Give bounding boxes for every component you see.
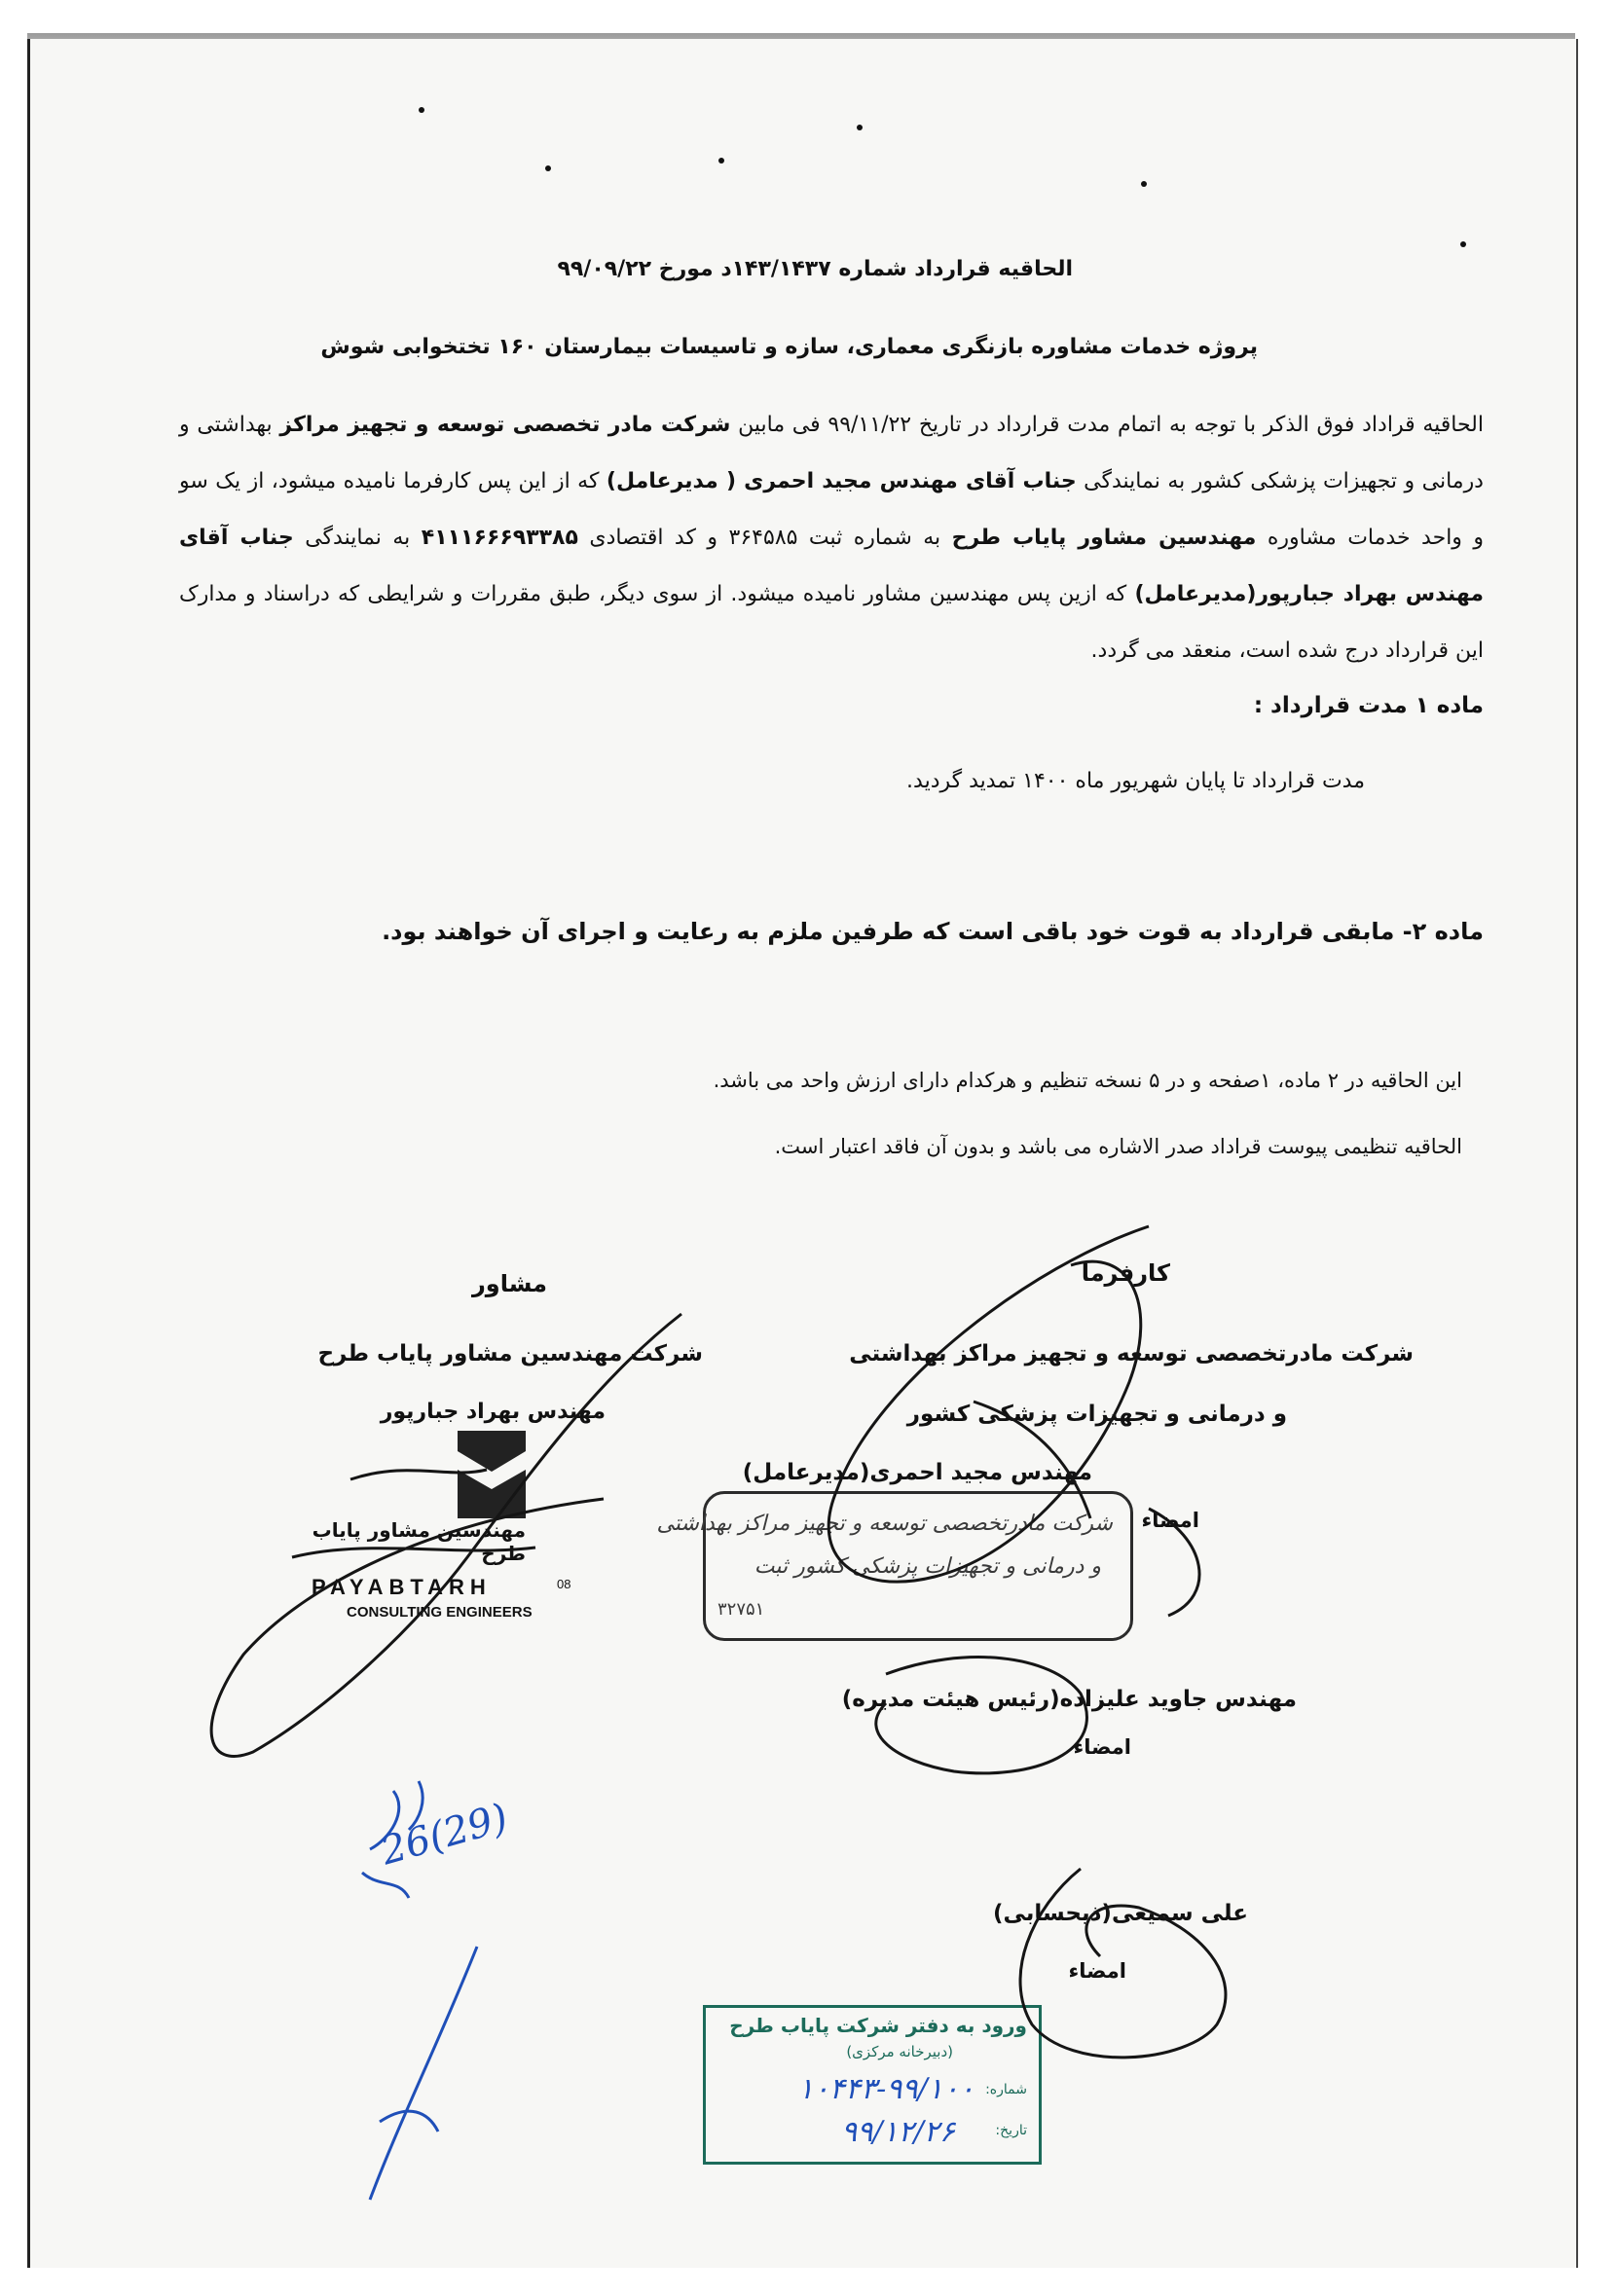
seal-text-line1: شرکت مادرتخصصی توسعه و تجهیز مراکز بهداشتی <box>656 1512 1113 1536</box>
receipt-stamp-title: ورود به دفتر شرکت پایاب طرح <box>729 2014 1027 2037</box>
logo-persian-text: مهندسین مشاور پایاب طرح <box>312 1518 526 1565</box>
intro-text: بهداشتی و درمانی و تجهیزات پزشکی کشور به نمایندگی <box>179 413 1484 493</box>
consultant-representative: مهندس بهراد جبارپور <box>380 1400 606 1424</box>
receipt-stamp-subtitle: (دبیرخانه مرکزی) <box>846 2043 953 2060</box>
receipt-stamp <box>703 2005 1042 2165</box>
client-company-seal <box>656 1491 1133 1641</box>
client-rep-bold: جناب آقای مهندس مجید احمری ( مدیرعامل) <box>606 469 1077 493</box>
scan-speck <box>419 107 424 113</box>
client-name-bold: شرکت مادر تخصصی توسعه و تجهیز مراکز <box>279 413 731 437</box>
clause-1-body: مدت قرارداد تا پایان شهریور ماه ۱۴۰۰ تمدید گردید. <box>906 769 1365 793</box>
intro-text: که ازین پس مهندسین مشاور نامیده میشود. از سوی دیگر، طبق مقررات و شرایطی که دراسناد و مدارک این قرارداد درج شده است، منعقد می گردد. <box>179 582 1484 663</box>
receipt-date-label: تاریخ: <box>995 2123 1027 2138</box>
client-signature-label: امضاء <box>1141 1509 1199 1532</box>
intro-text: که از این پس کارفرما نامیده میشود، از یک سو و واحد خدمات مشاوره <box>179 469 1485 550</box>
accountant-name: علی سمیعی(ذیحسابی) <box>992 1901 1248 1926</box>
consultant-company: شرکت مهندسین مشاور پایاب طرح <box>317 1341 703 1367</box>
logo-english-name: PAYABTARH <box>312 1575 492 1599</box>
consultant-rep-bold: جناب آقای مهندس بهراد جبارپور(مدیرعامل) <box>179 526 1484 606</box>
amendment-title: الحاقیه قرارداد شماره ۱۴۳/۱۴۳۷د مورخ ۹۹/۰۹/۲۲ <box>557 257 1073 281</box>
receipt-number-label: شماره: <box>985 2082 1027 2097</box>
client-company-line1: شرکت مادرتخصصی توسعه و تجهیز مراکز بهداشتی <box>849 1341 1414 1367</box>
board-chair-name: مهندس جاوید علیزاده(رئیس هیئت مدیره) <box>841 1687 1297 1712</box>
scan-speck <box>718 158 724 164</box>
scan-speck <box>545 165 551 171</box>
consultant-label: مشاور <box>471 1270 547 1297</box>
scan-speck <box>1460 241 1466 247</box>
intro-text: به شماره ثبت ۳۶۴۵۸۵ و کد اقتصادی <box>577 526 952 550</box>
logo-number: 08 <box>557 1577 571 1591</box>
handwritten-note: 26(29) <box>376 1795 513 1875</box>
project-subtitle: پروژه خدمات مشاوره بازنگری معماری، سازه و تاسیسات بیمارستان ۱۶۰ تختخوابی شوش <box>320 335 1258 359</box>
intro-text: الحاقیه قراداد فوق الذکر با توجه به اتمام مدت قرارداد در تاریخ ۹۹/۱۱/۲۲ فی مابین <box>730 413 1484 437</box>
receipt-number-value: ۱۰۴۴۳-۹۹/۱۰۰ <box>797 2072 974 2106</box>
client-company-line2: و درمانی و تجهیزات پزشکی کشور <box>906 1402 1287 1427</box>
seal-text-line2: و درمانی و تجهیزات پزشکی کشور ثبت <box>754 1554 1101 1579</box>
logo-english-subtitle: CONSULTING ENGINEERS <box>347 1604 533 1621</box>
client-representative: مهندس مجید احمری(مدیرعامل) <box>742 1460 1092 1485</box>
copies-note: این الحاقیه در ۲ ماده، ۱صفحه و در ۵ نسخه تنظیم و هرکدام دارای ارزش واحد می باشد. <box>713 1069 1462 1092</box>
attachment-note: الحاقیه تنظیمی پیوست قراداد صدر الاشاره می باشد و بدون آن فاقد اعتبار است. <box>774 1135 1462 1158</box>
economic-code-bold: ۴۱۱۱۶۶۶۹۳۳۸۵ <box>421 526 578 550</box>
consultant-name-bold: مهندسین مشاور پایاب طرح <box>951 526 1257 550</box>
accountant-signature-label: امضاء <box>1068 1959 1126 1983</box>
receipt-date-value: ۹۹/۱۲/۲۶ <box>841 2115 955 2149</box>
intro-text: به نمایندگی <box>293 526 422 550</box>
clause-2-text: ماده ۲- مابقی قرارداد به قوت خود باقی است که طرفین ملزم به رعایت و اجرای آن خواهند بود. <box>382 918 1484 945</box>
clause-1-title: ماده ۱ مدت قرارداد : <box>1253 693 1484 718</box>
seal-text-line3: ۳۲۷۵۱ <box>717 1599 765 1620</box>
intro-paragraph <box>179 397 1484 679</box>
board-signature-label: امضاء <box>1073 1735 1131 1759</box>
payabtarh-logo <box>312 1431 604 1625</box>
scan-speck <box>1141 181 1147 187</box>
logo-mark-bottom <box>458 1470 526 1518</box>
client-label: کارفرما <box>1081 1259 1170 1287</box>
scan-speck <box>857 125 863 130</box>
